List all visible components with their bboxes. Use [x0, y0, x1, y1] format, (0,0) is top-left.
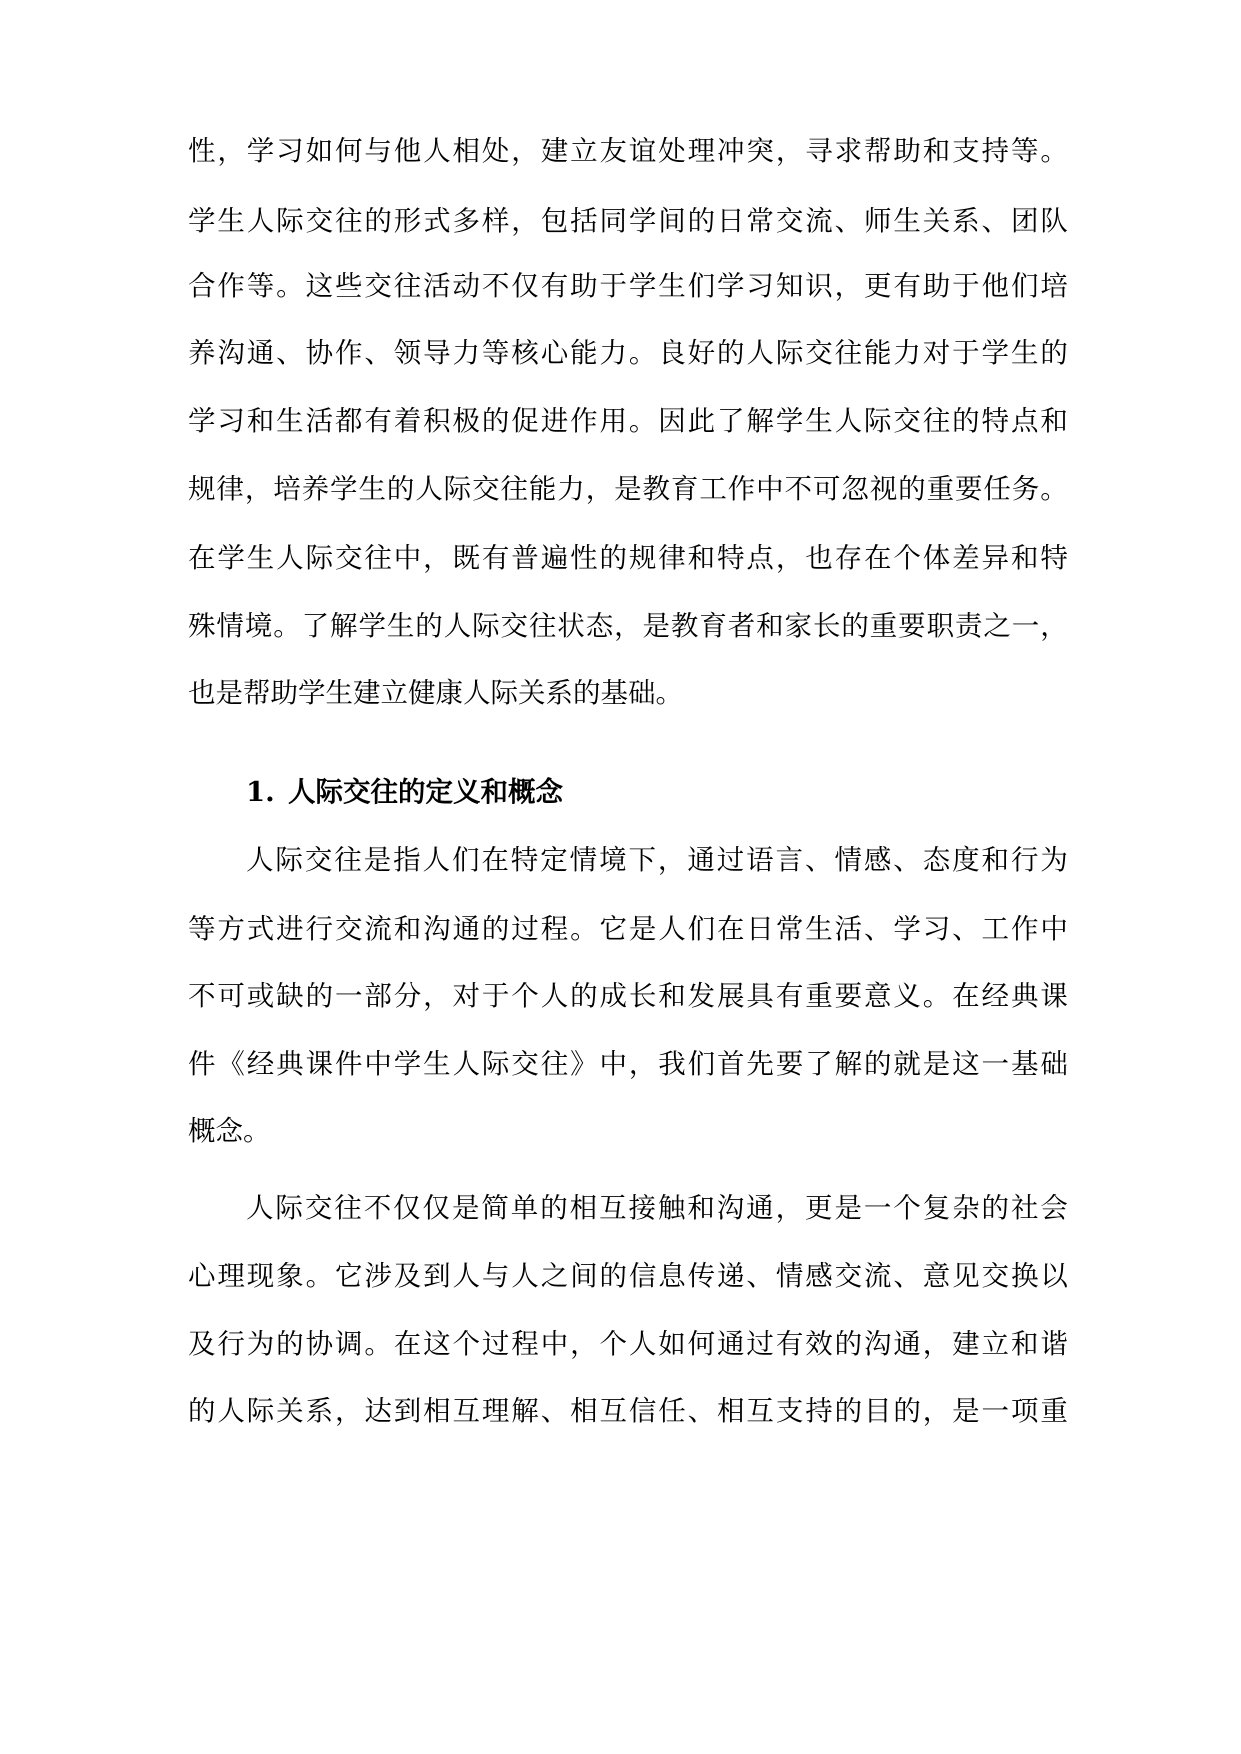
paragraph-line: 性 ， 学 习 如 何 与 他 人 相 处 ， 建 立 友 谊 处 理 冲 突 ， 寻 求 帮 助 和 支 持 等 。 [188, 135, 1068, 167]
paragraph-line: 学 习 和 生 活 都 有 着 积 极 的 促 进 作 用 。 因 此 了 解 学 生 人 际 交 往 的 特 点 和 [188, 405, 1068, 437]
paragraph-line: 在 学 生 人 际 交 往 中 ， 既 有 普 遍 性 的 规 律 和 特 点 ， 也 存 在 个 体 差 异 和 特 [188, 542, 1068, 574]
paragraph-line: 养 沟 通 、 协 作 、 领 导 力 等 核 心 能 力 。 良 好 的 人 际 交 往 能 力 对 于 学 生 的 [188, 337, 1068, 369]
paragraph-line: 人 际 交 往 不 仅 仅 是 简 单 的 相 互 接 触 和 沟 通 ， 更 是 一 个 复 杂 的 社 会 [246, 1192, 1068, 1224]
paragraph-line: 学 生 人 际 交 往 的 形 式 多 样 ， 包 括 同 学 间 的 日 常 交 流 、 师 生 关 系 、 团 队 [188, 205, 1068, 237]
section-heading [246, 772, 946, 812]
paragraph-line: 的 人 际 关 系 ， 达 到 相 互 理 解 、 相 互 信 任 、 相 互 支 持 的 目 的 ， 是 一 项 重 [188, 1395, 1068, 1427]
paragraph-line: 概念。 [188, 1115, 271, 1147]
paragraph-line: 殊 情 境 。 了 解 学 生 的 人 际 交 往 状 态 ， 是 教 育 者 和 家 长 的 重 要 职 责 之 一 ， [188, 610, 1068, 642]
paragraph-line: 及 行 为 的 协 调 。 在 这 个 过 程 中 ， 个 人 如 何 通 过 有 效 的 沟 通 ， 建 立 和 谐 [188, 1328, 1068, 1360]
paragraph-line: 等 方 式 进 行 交 流 和 沟 通 的 过 程 。 它 是 人 们 在 日 常 生 活 、 学 习 、 工 作 中 [188, 913, 1068, 945]
paragraph-line: 件 《 经 典 课 件 中 学 生 人 际 交 往 》 中 ， 我 们 首 先 要 了 解 的 就 是 这 一 基 础 [188, 1048, 1068, 1080]
paragraph-line: 不 可 或 缺 的 一 部 分 ， 对 于 个 人 的 成 长 和 发 展 具 有 重 要 意 义 。 在 经 典 课 [188, 980, 1068, 1012]
paragraph-line: 人 际 交 往 是 指 人 们 在 特 定 情 境 下 ， 通 过 语 言 、 情 感 、 态 度 和 行 为 [246, 844, 1068, 876]
paragraph-line: 也是帮助学生建立健康人际关系的基础。 [188, 677, 683, 709]
section-number: 1. [246, 776, 275, 808]
paragraph-line: 规 律 ， 培 养 学 生 的 人 际 交 往 能 力 ， 是 教 育 工 作 中 不 可 忽 视 的 重 要 任 务 。 [188, 473, 1068, 505]
paragraph-line: 心 理 现 象 。 它 涉 及 到 人 与 人 之 间 的 信 息 传 递 、 情 感 交 流 、 意 见 交 换 以 [188, 1260, 1068, 1292]
section-title: 人际交往的定义和概念 [288, 776, 563, 808]
paragraph-line: 合 作 等 。 这 些 交 往 活 动 不 仅 有 助 于 学 生 们 学 习 知 识 ， 更 有 助 于 他 们 培 [188, 270, 1068, 302]
